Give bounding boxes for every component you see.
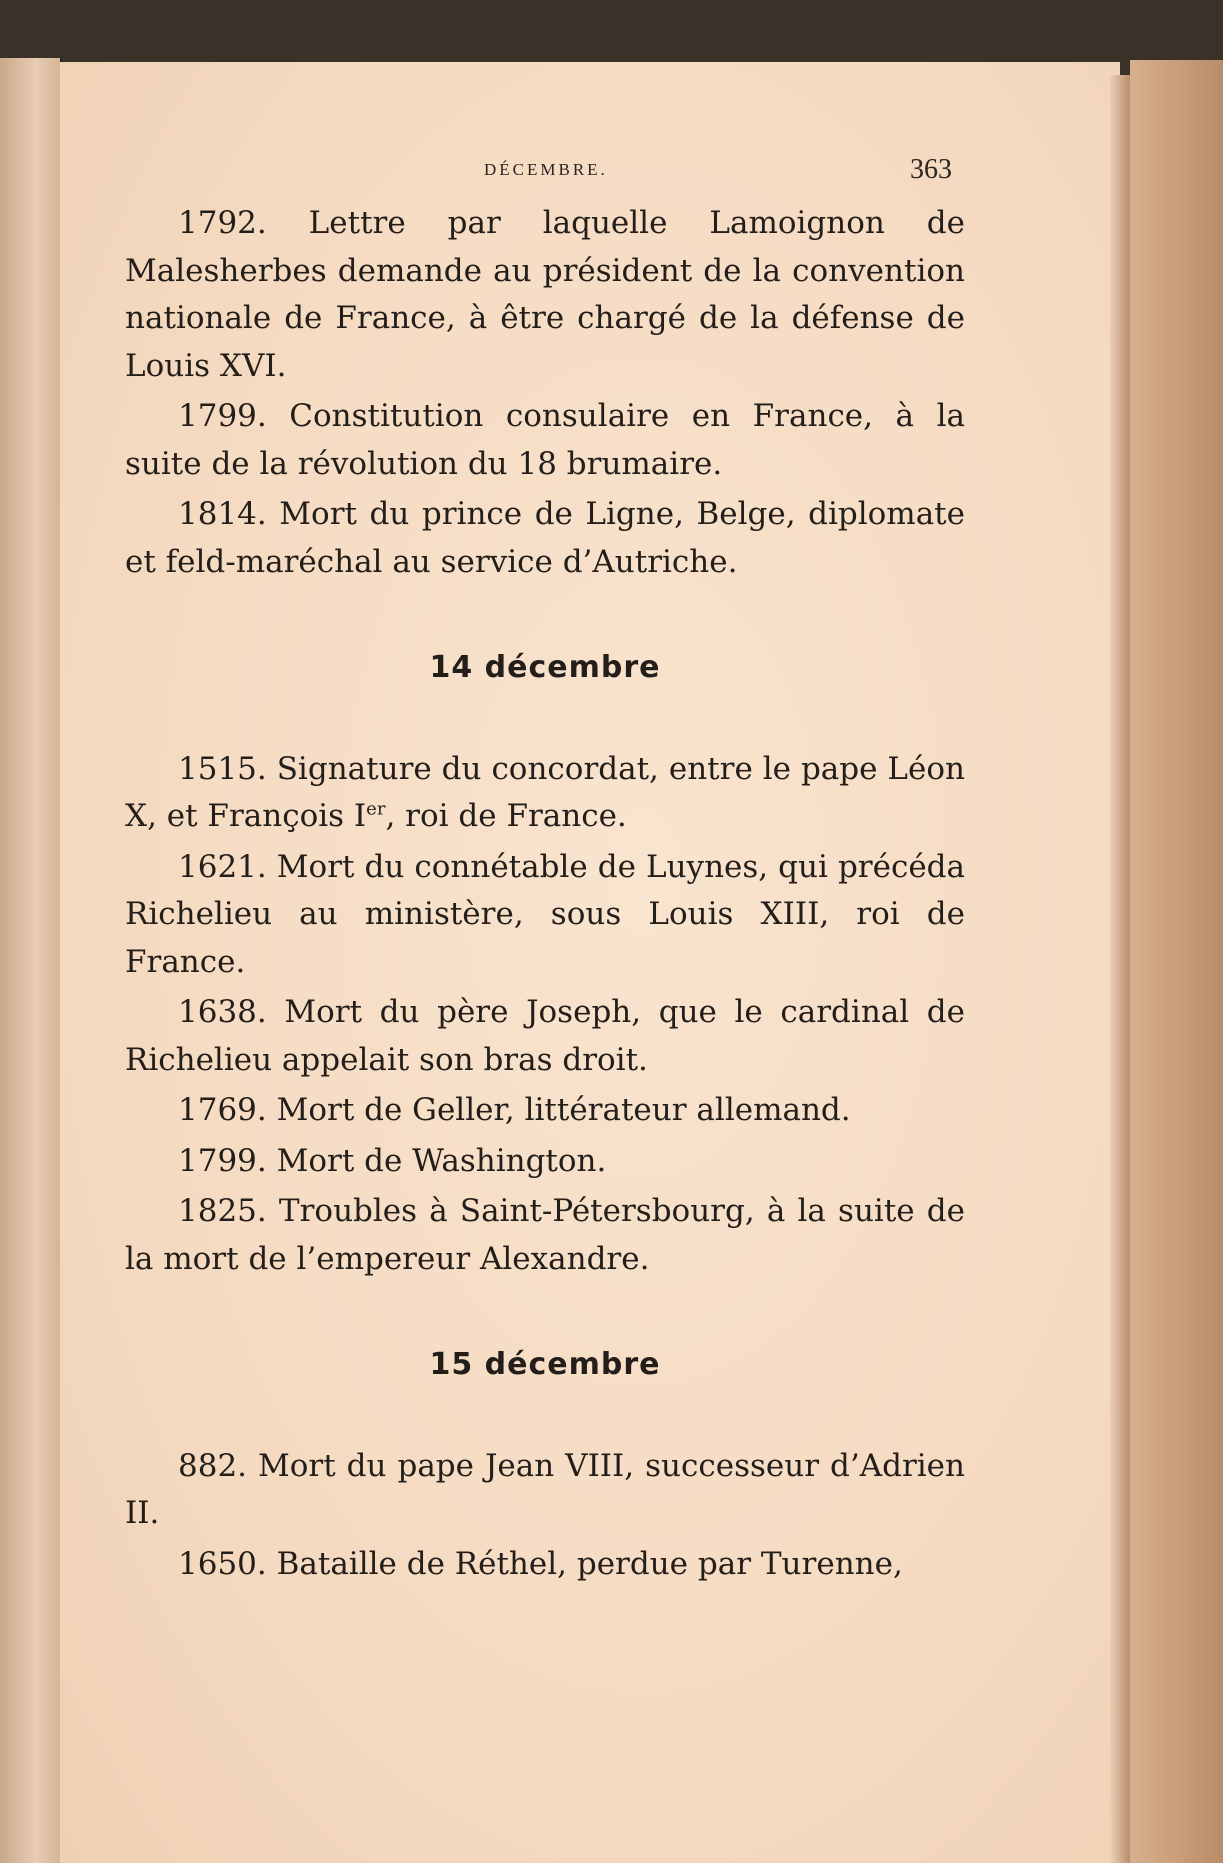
entry-1515 bbox=[125, 746, 965, 841]
book-fore-edge bbox=[1130, 60, 1223, 1863]
entry-1792: 1792. Lettre par laquelle Lamoignon de Malesherbes demande au président de la convention nationale de France, à être chargé de la défense de Louis XVI. bbox=[125, 205, 965, 384]
entry-882: 882. Mort du pape Jean VIII, successeur d’Adrien II. bbox=[125, 1447, 965, 1531]
entry-1799-constitution: 1799. Constitution consulaire en France, à la suite de la révolution du 18 brumaire. bbox=[125, 398, 965, 482]
entry-1814: 1814. Mort du prince de Ligne, Belge, diplomate et feld-maréchal au service d’Autriche. bbox=[125, 496, 965, 580]
entry-1638: 1638. Mort du père Joseph, que le cardinal de Richelieu appelait son bras droit. bbox=[125, 994, 965, 1078]
entry-1799-washington: 1799. Mort de Washington. bbox=[178, 1142, 607, 1179]
entry-1825: 1825. Troubles à Saint-Pétersbourg, à la suite de la mort de l’empereur Alexandre. bbox=[125, 1193, 965, 1277]
page-number: 363 bbox=[910, 154, 952, 185]
page-body bbox=[125, 200, 965, 1588]
entry-1769: 1769. Mort de Geller, littérateur allemand. bbox=[178, 1092, 851, 1128]
section-heading-15-decembre: 15 décembre bbox=[429, 1347, 661, 1382]
entry-1515-text: 1515. Signature du concordat, entre le pape Léon X, et François I bbox=[125, 750, 965, 834]
page-fore-edge bbox=[1110, 75, 1130, 1863]
page-header bbox=[0, 154, 1223, 190]
entry-1515-superscript: er bbox=[366, 798, 386, 820]
entry-1515-tail: , roi de France. bbox=[385, 798, 627, 834]
running-title: DÉCEMBRE. bbox=[484, 160, 608, 179]
section-heading-14-decembre: 14 décembre bbox=[429, 650, 661, 685]
left-page-edge bbox=[0, 58, 62, 1863]
entry-1650: 1650. Bataille de Réthel, perdue par Turenne, bbox=[178, 1545, 903, 1582]
entry-1621: 1621. Mort du connétable de Luynes, qui précéda Richelieu au ministère, sous Louis XIII, roi de France. bbox=[125, 848, 965, 980]
